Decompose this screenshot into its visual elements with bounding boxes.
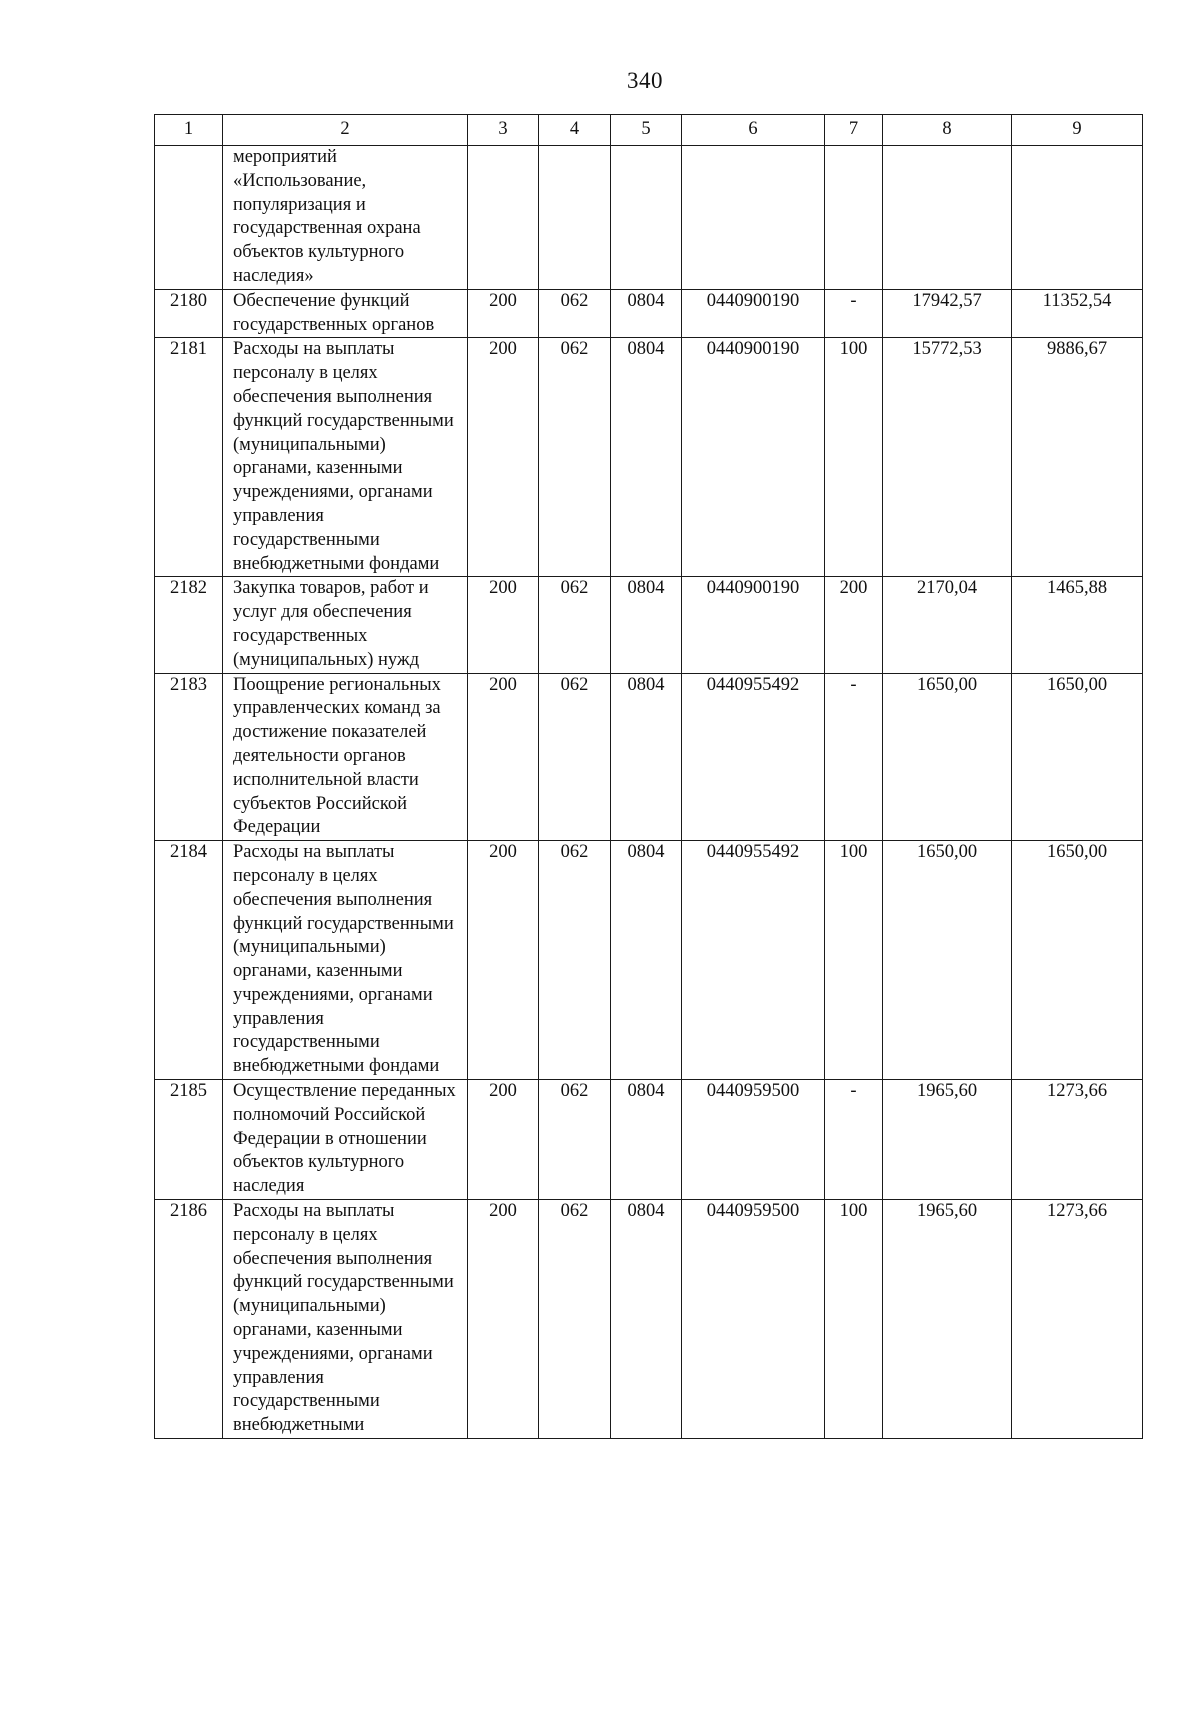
cell: 1650,00 (883, 673, 1012, 841)
table-row (155, 577, 1143, 673)
table-row (155, 1080, 1143, 1200)
table-header-row (155, 115, 1143, 146)
cell: 0804 (611, 673, 682, 841)
cell: 200 (468, 289, 539, 338)
cell: 100 (825, 1200, 883, 1439)
column-header: 2 (223, 115, 468, 146)
cell: 11352,54 (1012, 289, 1143, 338)
cell: 1273,66 (1012, 1080, 1143, 1200)
cell: 0804 (611, 289, 682, 338)
cell: 1965,60 (883, 1080, 1012, 1200)
row-name: Закупка товаров, работ и услуг для обеспечения государственных (муниципальных) нужд (223, 577, 468, 673)
cell: - (825, 289, 883, 338)
cell: 0440900190 (682, 289, 825, 338)
column-header: 9 (1012, 115, 1143, 146)
cell (468, 146, 539, 290)
cell: 200 (468, 338, 539, 577)
cell: 062 (539, 1200, 611, 1439)
row-name: Расходы на выплаты персоналу в целях обеспечения выполнения функций государственными (муниципальными) органами, казенными учреждениями, органами управления государственными внебюджетными фондами (223, 338, 468, 577)
cell: 0804 (611, 1080, 682, 1200)
cell: 062 (539, 577, 611, 673)
page-number: 340 (627, 68, 663, 93)
cell (883, 146, 1012, 290)
column-header: 4 (539, 115, 611, 146)
cell: 100 (825, 841, 883, 1080)
row-name: мероприятий «Использование, популяризация и государственная охрана объектов культурного наследия» (223, 146, 468, 290)
cell: 062 (539, 289, 611, 338)
cell: 1273,66 (1012, 1200, 1143, 1439)
cell: 1650,00 (1012, 673, 1143, 841)
cell: 200 (468, 577, 539, 673)
table-row (155, 338, 1143, 577)
cell: 062 (539, 673, 611, 841)
table-row (155, 146, 1143, 290)
cell (539, 146, 611, 290)
cell: 062 (539, 841, 611, 1080)
cell: 200 (468, 841, 539, 1080)
cell: 1650,00 (1012, 841, 1143, 1080)
cell: 200 (468, 1080, 539, 1200)
cell: 9886,67 (1012, 338, 1143, 577)
table-row (155, 1200, 1143, 1439)
cell: 1650,00 (883, 841, 1012, 1080)
column-header: 6 (682, 115, 825, 146)
cell (825, 146, 883, 290)
cell (1012, 146, 1143, 290)
cell: 062 (539, 338, 611, 577)
cell: - (825, 1080, 883, 1200)
row-name: Осуществление переданных полномочий Российской Федерации в отношении объектов культурного наследия (223, 1080, 468, 1200)
row-id: 2183 (155, 673, 223, 841)
cell: 0440959500 (682, 1080, 825, 1200)
cell: 0440900190 (682, 577, 825, 673)
row-id: 2184 (155, 841, 223, 1080)
cell: 2170,04 (883, 577, 1012, 673)
cell: 15772,53 (883, 338, 1012, 577)
row-id: 2185 (155, 1080, 223, 1200)
row-id: 2181 (155, 338, 223, 577)
cell: 0804 (611, 577, 682, 673)
table-row (155, 673, 1143, 841)
row-id: 2180 (155, 289, 223, 338)
row-id: 2182 (155, 577, 223, 673)
column-header: 5 (611, 115, 682, 146)
row-name: Обеспечение функций государственных органов (223, 289, 468, 338)
cell: 0804 (611, 841, 682, 1080)
row-name: Расходы на выплаты персоналу в целях обеспечения выполнения функций государственными (муниципальными) органами, казенными учреждениями, органами управления государственными внебюджетными фондами (223, 841, 468, 1080)
cell: 0440959500 (682, 1200, 825, 1439)
budget-table (154, 114, 1143, 1439)
row-name: Поощрение региональных управленческих команд за достижение показателей деятельности органов исполнительной власти субъектов Российской Федерации (223, 673, 468, 841)
cell: 0440900190 (682, 338, 825, 577)
cell: 062 (539, 1080, 611, 1200)
cell: 17942,57 (883, 289, 1012, 338)
cell: 200 (468, 1200, 539, 1439)
cell: 1965,60 (883, 1200, 1012, 1439)
cell (611, 146, 682, 290)
row-id: 2186 (155, 1200, 223, 1439)
cell: 200 (825, 577, 883, 673)
cell: 1465,88 (1012, 577, 1143, 673)
column-header: 7 (825, 115, 883, 146)
row-name: Расходы на выплаты персоналу в целях обеспечения выполнения функций государственными (муниципальными) органами, казенными учреждениями, органами управления государственными внебюджетными (223, 1200, 468, 1439)
cell (682, 146, 825, 290)
cell: 200 (468, 673, 539, 841)
table-row (155, 841, 1143, 1080)
column-header: 3 (468, 115, 539, 146)
column-header: 1 (155, 115, 223, 146)
cell: 100 (825, 338, 883, 577)
cell: 0440955492 (682, 841, 825, 1080)
column-header: 8 (883, 115, 1012, 146)
cell: 0804 (611, 338, 682, 577)
cell: 0804 (611, 1200, 682, 1439)
row-id (155, 146, 223, 290)
cell: 0440955492 (682, 673, 825, 841)
cell: - (825, 673, 883, 841)
table-row (155, 289, 1143, 338)
